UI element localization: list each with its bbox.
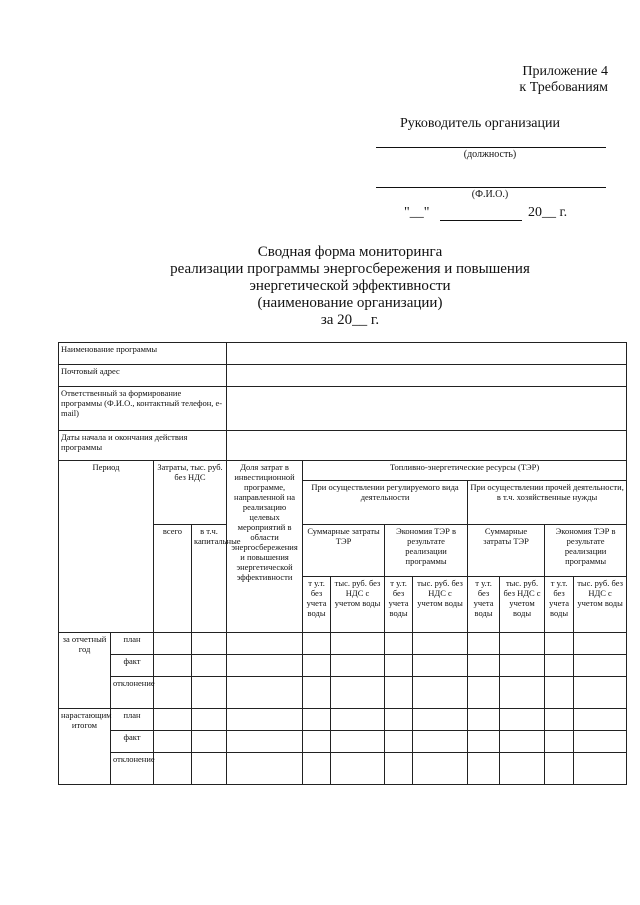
period-reporting-year: за отчетный год [59,633,111,709]
unit-rub-header: тыс. руб. без НДС с учетом воды [500,577,545,633]
date-quotes: "__" [404,205,430,220]
table-row [59,677,627,709]
fio-caption: (Ф.И.О.) [471,189,509,200]
postal-address-value[interactable] [227,365,627,387]
unit-tut-header: т у.т. без учета воды [545,577,574,633]
row-deviation: отклонение [111,753,154,785]
costs-total-header: всего [154,525,192,633]
date-year: 20__ г. [528,205,568,220]
row-fact: факт [111,655,154,677]
head-title: Руководитель организации [400,116,560,131]
regulated-savings-header: Экономия ТЭР в результате реализации программы [385,525,468,577]
form-subtitle-2: энергетической эффективности [249,278,451,294]
responsible-label: Ответственный за формирование программы (Ф.И.О., контактный телефон, e-mail) [59,387,227,431]
row-fact: факт [111,731,154,753]
row-plan: план [111,709,154,731]
share-header: Доля затрат в инвестиционной программе, направленной на реализацию целевых мероприятий в области энергосбережения и повышения энергетической эффективности [227,461,303,633]
period-header: Период [59,461,154,633]
program-name-label: Наименование программы [59,343,227,365]
table-row [59,709,627,731]
unit-tut-header: т у.т. без учета воды [468,577,500,633]
row-deviation: отклонение [111,677,154,709]
unit-tut-header: т у.т. без учета воды [303,577,331,633]
program-dates-value[interactable] [227,431,627,461]
date-line [440,220,522,221]
ter-header: Топливно-энергетические ресурсы (ТЭР) [303,461,627,481]
regulated-activity-header: При осуществлении регулируемого вида деятельности [303,481,468,525]
form-subtitle: реализации программы энергосбережения и повышения [170,261,530,277]
responsible-value[interactable] [227,387,627,431]
form-period: за 20__ г. [320,312,380,328]
program-name-value[interactable] [227,343,627,365]
postal-address-label: Почтовый адрес [59,365,227,387]
unit-rub-header: тыс. руб. без НДС с учетом воды [574,577,627,633]
costs-header: Затраты, тыс. руб. без НДС [154,461,227,525]
unit-rub-header: тыс. руб. без НДС с учетом воды [331,577,385,633]
other-total-ter-header: Суммарные затраты ТЭР [468,525,545,577]
period-cumulative: нарастающим итогом [59,709,111,785]
table-row [59,731,627,753]
unit-tut-header: т у.т. без учета воды [385,577,413,633]
other-activity-header: При осуществлении прочей деятельности, в т.ч. хозяйственные нужды [468,481,627,525]
unit-rub-header: тыс. руб. без НДС с учетом воды [413,577,468,633]
appendix-reference: к Требованиям [519,80,608,95]
costs-capital-header: в т.ч. капитальные [192,525,227,633]
regulated-total-ter-header: Суммарные затраты ТЭР [303,525,385,577]
table-row [59,655,627,677]
position-line [376,147,606,148]
row-plan: план [111,633,154,655]
program-dates-label: Даты начала и окончания действия программы [59,431,227,461]
table-row [59,753,627,785]
fio-line [376,187,606,188]
organization-name: (наименование организации) [257,295,443,311]
table-row [59,633,627,655]
position-caption: (должность) [463,149,517,160]
form-title: Сводная форма мониторинга [257,244,443,260]
other-savings-header: Экономия ТЭР в результате реализации программы [545,525,627,577]
monitoring-table [58,342,627,785]
appendix-number: Приложение 4 [522,64,608,79]
